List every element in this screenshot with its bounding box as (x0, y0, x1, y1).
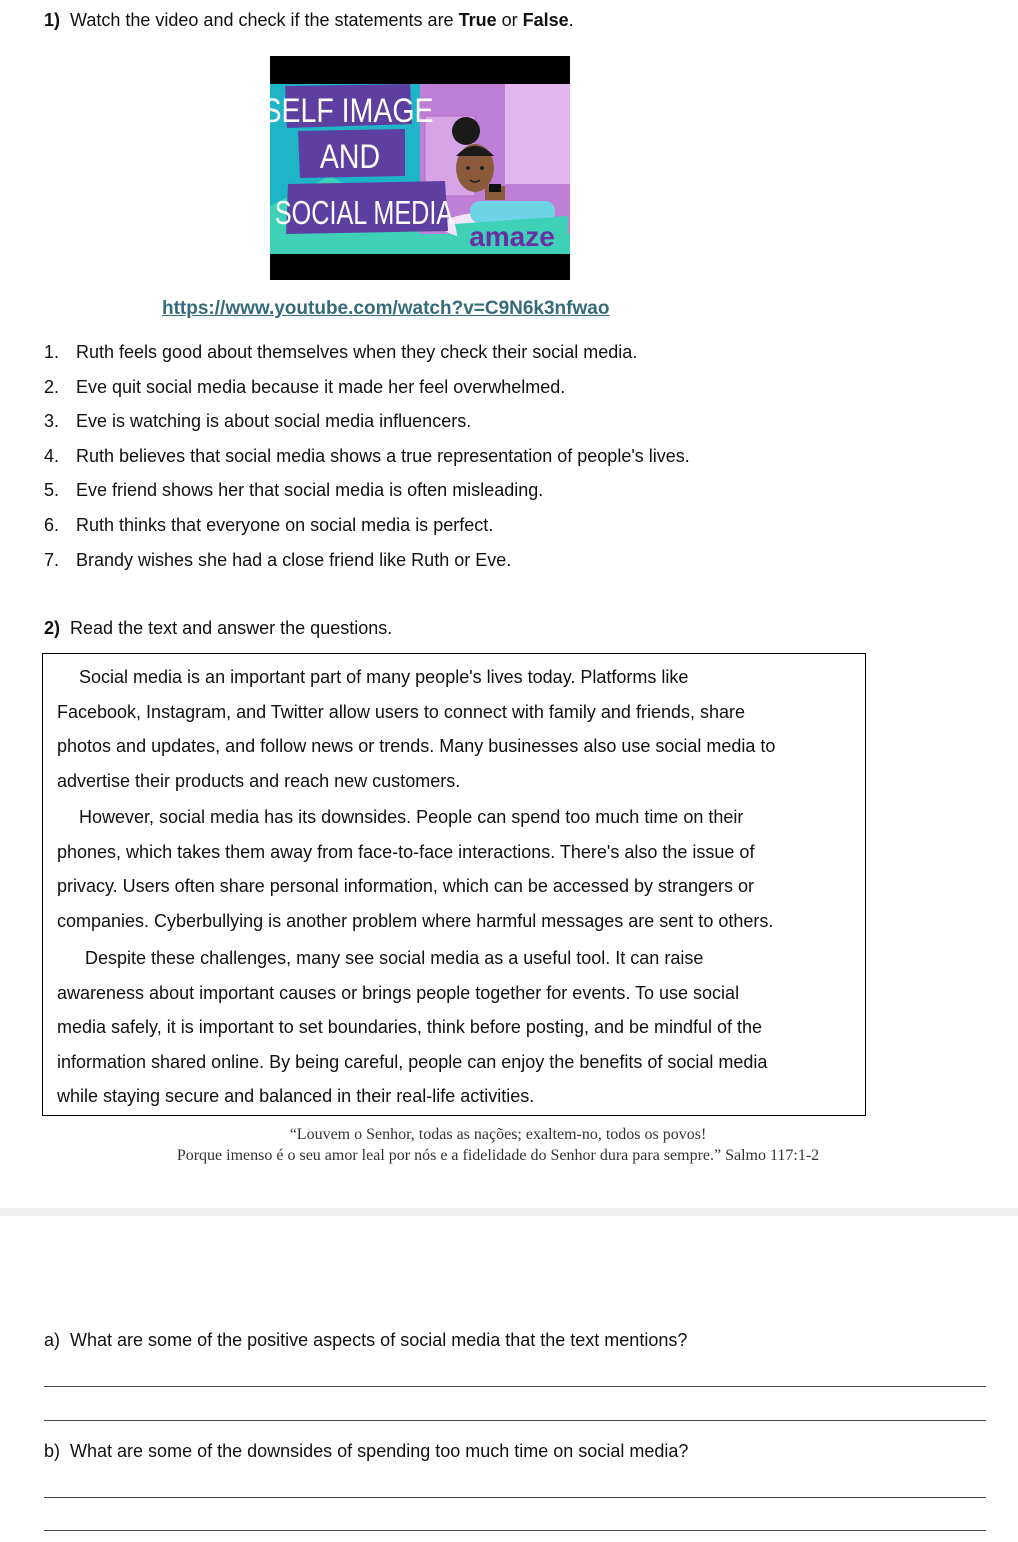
statement-number: 3. (44, 411, 60, 432)
reading-line: Social media is an important part of many people's lives today. Platforms like (79, 667, 689, 687)
reading-line: privacy. Users often share personal information, which can be accessed by strangers or (57, 876, 754, 897)
statement-number: 7. (44, 549, 60, 570)
statement-number: 6. (44, 514, 60, 535)
question-a-label: a) (44, 1330, 61, 1350)
answer-line[interactable] (44, 1386, 986, 1387)
section-1-number: 1) (44, 10, 61, 30)
brand-logo: amaze (469, 221, 555, 252)
bible-quote (132, 1126, 864, 1165)
statement-number: 1. (44, 342, 60, 362)
or-word: or (496, 10, 523, 30)
section-2-instruction: Read the text and answer the questions. (70, 618, 393, 638)
reading-paragraph-1 (57, 660, 857, 798)
reading-line: phones, which takes them away from face-to-face interactions. There's also the issue of (57, 841, 755, 862)
reading-text-box (42, 653, 866, 1116)
statement-number: 4. (44, 445, 60, 466)
statement-text: Ruth thinks that everyone on social media is perfect. (76, 514, 494, 535)
reading-line: advertise their products and reach new customers. (57, 770, 461, 791)
question-b (44, 1441, 688, 1462)
reading-line: while staying secure and balanced in their real-life activities. (57, 1086, 535, 1107)
statement-item (44, 410, 690, 445)
reading-line: photos and updates, and follow news or trends. Many businesses also use social media to (57, 736, 776, 757)
statement-item (44, 341, 690, 376)
section-2-number: 2) (44, 618, 61, 638)
statement-number: 2. (44, 376, 60, 397)
statement-item (44, 514, 690, 549)
statements-list (44, 341, 690, 583)
answer-line[interactable] (44, 1497, 986, 1498)
false-word: False (522, 10, 569, 30)
quote-line-1: “Louvem o Senhor, todas as nações; exaltem-no, todos os povos! (289, 1126, 707, 1143)
question-a (44, 1330, 687, 1351)
statement-item (44, 549, 690, 584)
statement-text: Ruth believes that social media shows a true representation of people's lives. (76, 445, 690, 466)
answer-line[interactable] (44, 1530, 986, 1531)
question-a-text: What are some of the positive aspects of social media that the text mentions? (70, 1330, 688, 1350)
statement-text: Ruth feels good about themselves when they check their social media. (76, 342, 638, 362)
statement-text: Eve is watching is about social media influencers. (76, 411, 472, 432)
reading-line: Despite these challenges, many see social media as a useful tool. It can raise (85, 948, 704, 968)
statement-text: Eve friend shows her that social media is often misleading. (76, 480, 544, 501)
answer-line[interactable] (44, 1420, 986, 1421)
reading-line: companies. Cyberbullying is another problem where harmful messages are sent to others. (57, 910, 774, 931)
reading-line: awareness about important causes or brings people together for events. To use social (57, 982, 740, 1003)
period: . (568, 10, 574, 30)
true-word: True (458, 10, 497, 30)
question-b-text: What are some of the downsides of spending too much time on social media? (70, 1441, 689, 1461)
reading-line: However, social media has its downsides. People can spend too much time on their (79, 807, 744, 827)
reading-paragraph-3 (57, 941, 857, 1114)
statement-text: Brandy wishes she had a close friend like Ruth or Eve. (76, 549, 512, 570)
statement-text: Eve quit social media because it made her feel overwhelmed. (76, 376, 566, 397)
video-link[interactable]: https://www.youtube.com/watch?v=C9N6k3nfwao (162, 298, 610, 319)
reading-paragraph-2 (57, 800, 857, 938)
statement-item (44, 479, 690, 514)
video-thumbnail[interactable] (270, 56, 570, 280)
video-title-line1: SELF IMAGE (270, 90, 434, 130)
video-thumbnail-art (270, 56, 570, 280)
page-separator (0, 1208, 1018, 1216)
section-1-heading (44, 10, 574, 31)
reading-line: Facebook, Instagram, and Twitter allow users to connect with family and friends, share (57, 701, 745, 722)
quote-line-2: Porque imenso é o seu amor leal por nós e a fidelidade do Senhor dura para sempre.” Salmo 117:1-2 (176, 1147, 820, 1164)
reading-line: information shared online. By being careful, people can enjoy the benefits of social media (57, 1051, 768, 1072)
question-b-label: b) (44, 1441, 61, 1461)
video-title-line3: SOCIAL MEDIA (274, 194, 454, 232)
section-1-instruction: Watch the video and check if the statements are (70, 10, 459, 30)
statement-number: 5. (44, 480, 60, 501)
statement-item (44, 376, 690, 411)
reading-line: media safely, it is important to set boundaries, think before posting, and be mindful of the (57, 1017, 763, 1038)
video-title-line2: AND (319, 136, 381, 176)
statement-item (44, 445, 690, 480)
section-2-heading (44, 618, 392, 639)
